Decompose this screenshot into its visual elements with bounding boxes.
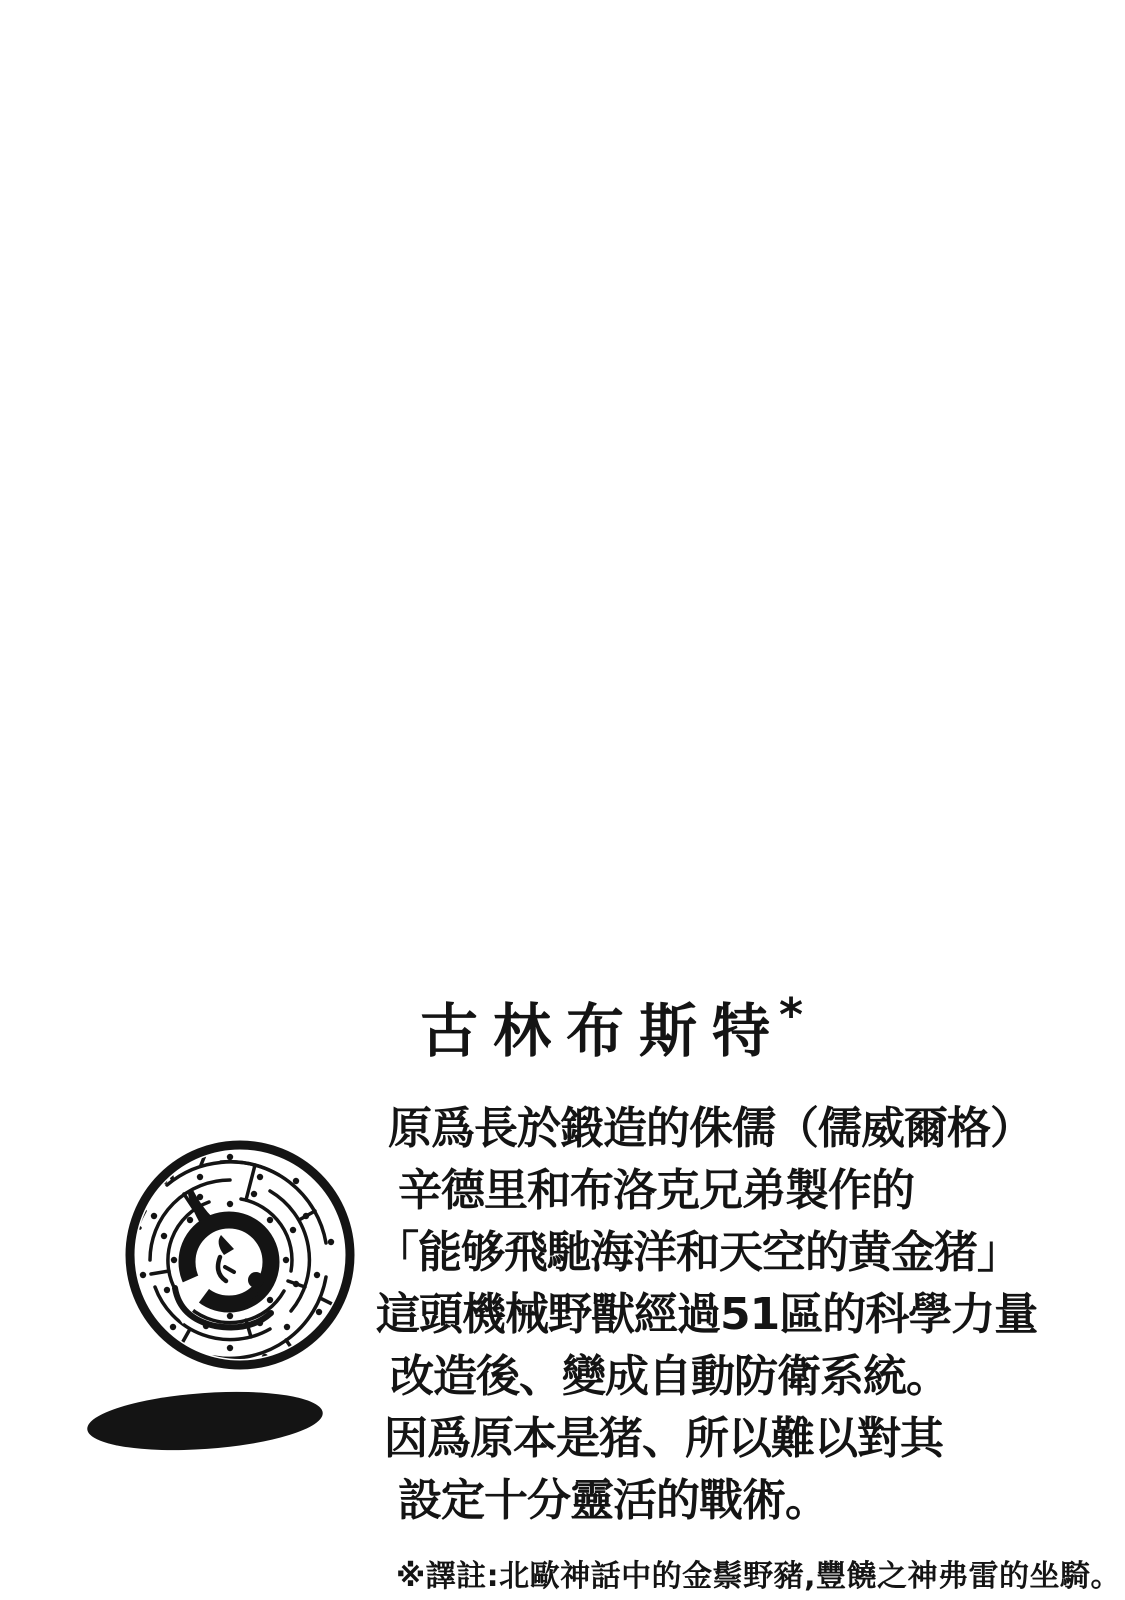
gullinbursti-illustration: [80, 1128, 360, 1463]
character-name-text: 古林布斯特: [420, 997, 786, 1065]
description-line: 改造後、變成自動防衛系統。: [390, 1351, 949, 1402]
description-line: 辛德里和布洛克兄弟製作的: [398, 1165, 914, 1216]
character-description: [375, 1098, 1055, 1532]
footnote-asterisk: *: [779, 988, 804, 1042]
description-line: 「能够飛馳海洋和天空的黄金猪」: [375, 1227, 1020, 1278]
translator-footnote: ※譯註:北歐神話中的金鬃野豬,豐饒之神弗雷的坐騎。: [395, 1559, 1121, 1594]
description-line: 原爲長於鍛造的侏儒（儒威爾格）: [388, 1103, 1033, 1154]
shadow-ellipse: [85, 1385, 324, 1457]
description-line: 因爲原本是猪、所以難以對其: [384, 1413, 943, 1464]
character-name-title: [420, 988, 804, 1065]
description-line: 設定十分靈活的戰術。: [398, 1475, 828, 1526]
description-line: 這頭機械野獸經過51區的科學力量: [376, 1289, 1038, 1340]
